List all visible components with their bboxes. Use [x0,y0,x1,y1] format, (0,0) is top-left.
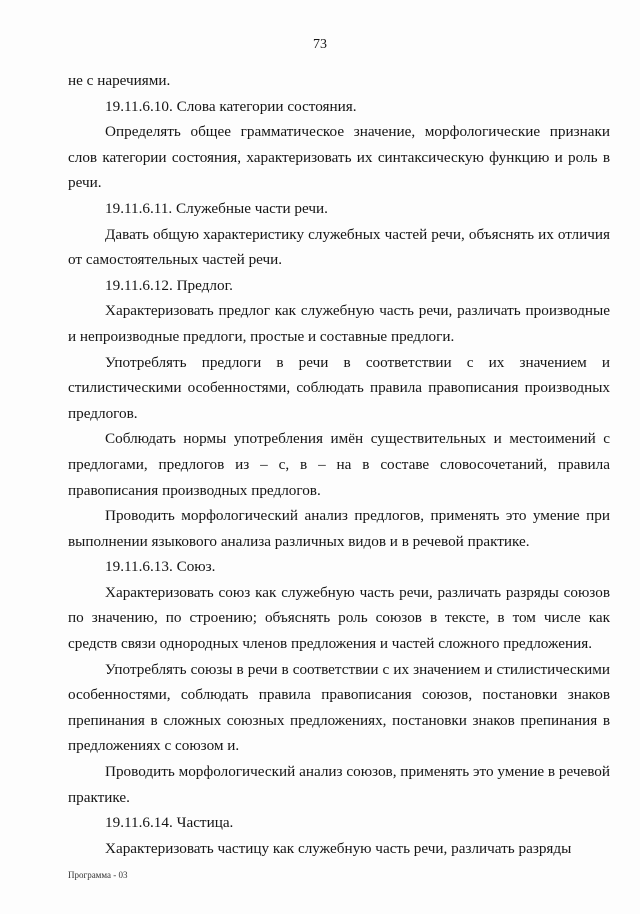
paragraph: Соблюдать нормы употребления имён существительных и местоимений с предлогами, предлогов из – с, в – на в составе словосочетаний, правила правописания производных предлогов. [68,430,610,499]
section-heading: 19.11.6.12. Предлог. [105,276,233,294]
section-heading: 19.11.6.13. Союз. [105,558,216,576]
paragraph: Употреблять союзы в речи в соответствии с их значением и стилистическими особенностями, соблюдать правила правописания союзов, постановки знаков препинания в сложных союзных предложениях, постановки знаков препинания в предложениях с союзом и. [68,660,610,755]
footer-label: Программа - 03 [68,870,128,880]
paragraph: Характеризовать предлог как служебную часть речи, различать производные и непроизводные предлоги, простые и составные предлоги. [68,302,610,345]
paragraph: Давать общую характеристику служебных частей речи, объяснять их отличия от самостоятельных частей речи. [68,225,610,269]
section-heading: 19.11.6.10. Слова категории состояния. [105,97,357,115]
page-number: 73 [313,37,327,52]
section-heading: 19.11.6.14. Частица. [105,814,234,832]
paragraph: Характеризовать частицу как служебную часть речи, различать разряды [105,839,572,857]
paragraph-continuation: не с наречиями. [68,72,171,89]
paragraph: Проводить морфологический анализ предлогов, применять это умение при выполнении языкового анализа различных видов и в речевой практике. [68,507,610,550]
section-heading: 19.11.6.11. Служебные части речи. [105,199,328,217]
paragraph: Определять общее грамматическое значение, морфологические признаки слов категории состояния, характеризовать их синтаксическую функцию и роль в речи. [68,123,610,192]
paragraph: Проводить морфологический анализ союзов, применять это умение в речевой практике. [68,763,610,806]
body-text [68,68,610,861]
paragraph: Характеризовать союз как служебную часть речи, различать разряды союзов по значению, по строению; объяснять роль союзов в тексте, в том числе как средств связи однородных членов предложения и частей сложного предложения. [68,583,610,653]
paragraph: Употреблять предлоги в речи в соответствии с их значением и стилистическими особенностями, соблюдать правила правописания производных предлогов. [68,353,610,422]
